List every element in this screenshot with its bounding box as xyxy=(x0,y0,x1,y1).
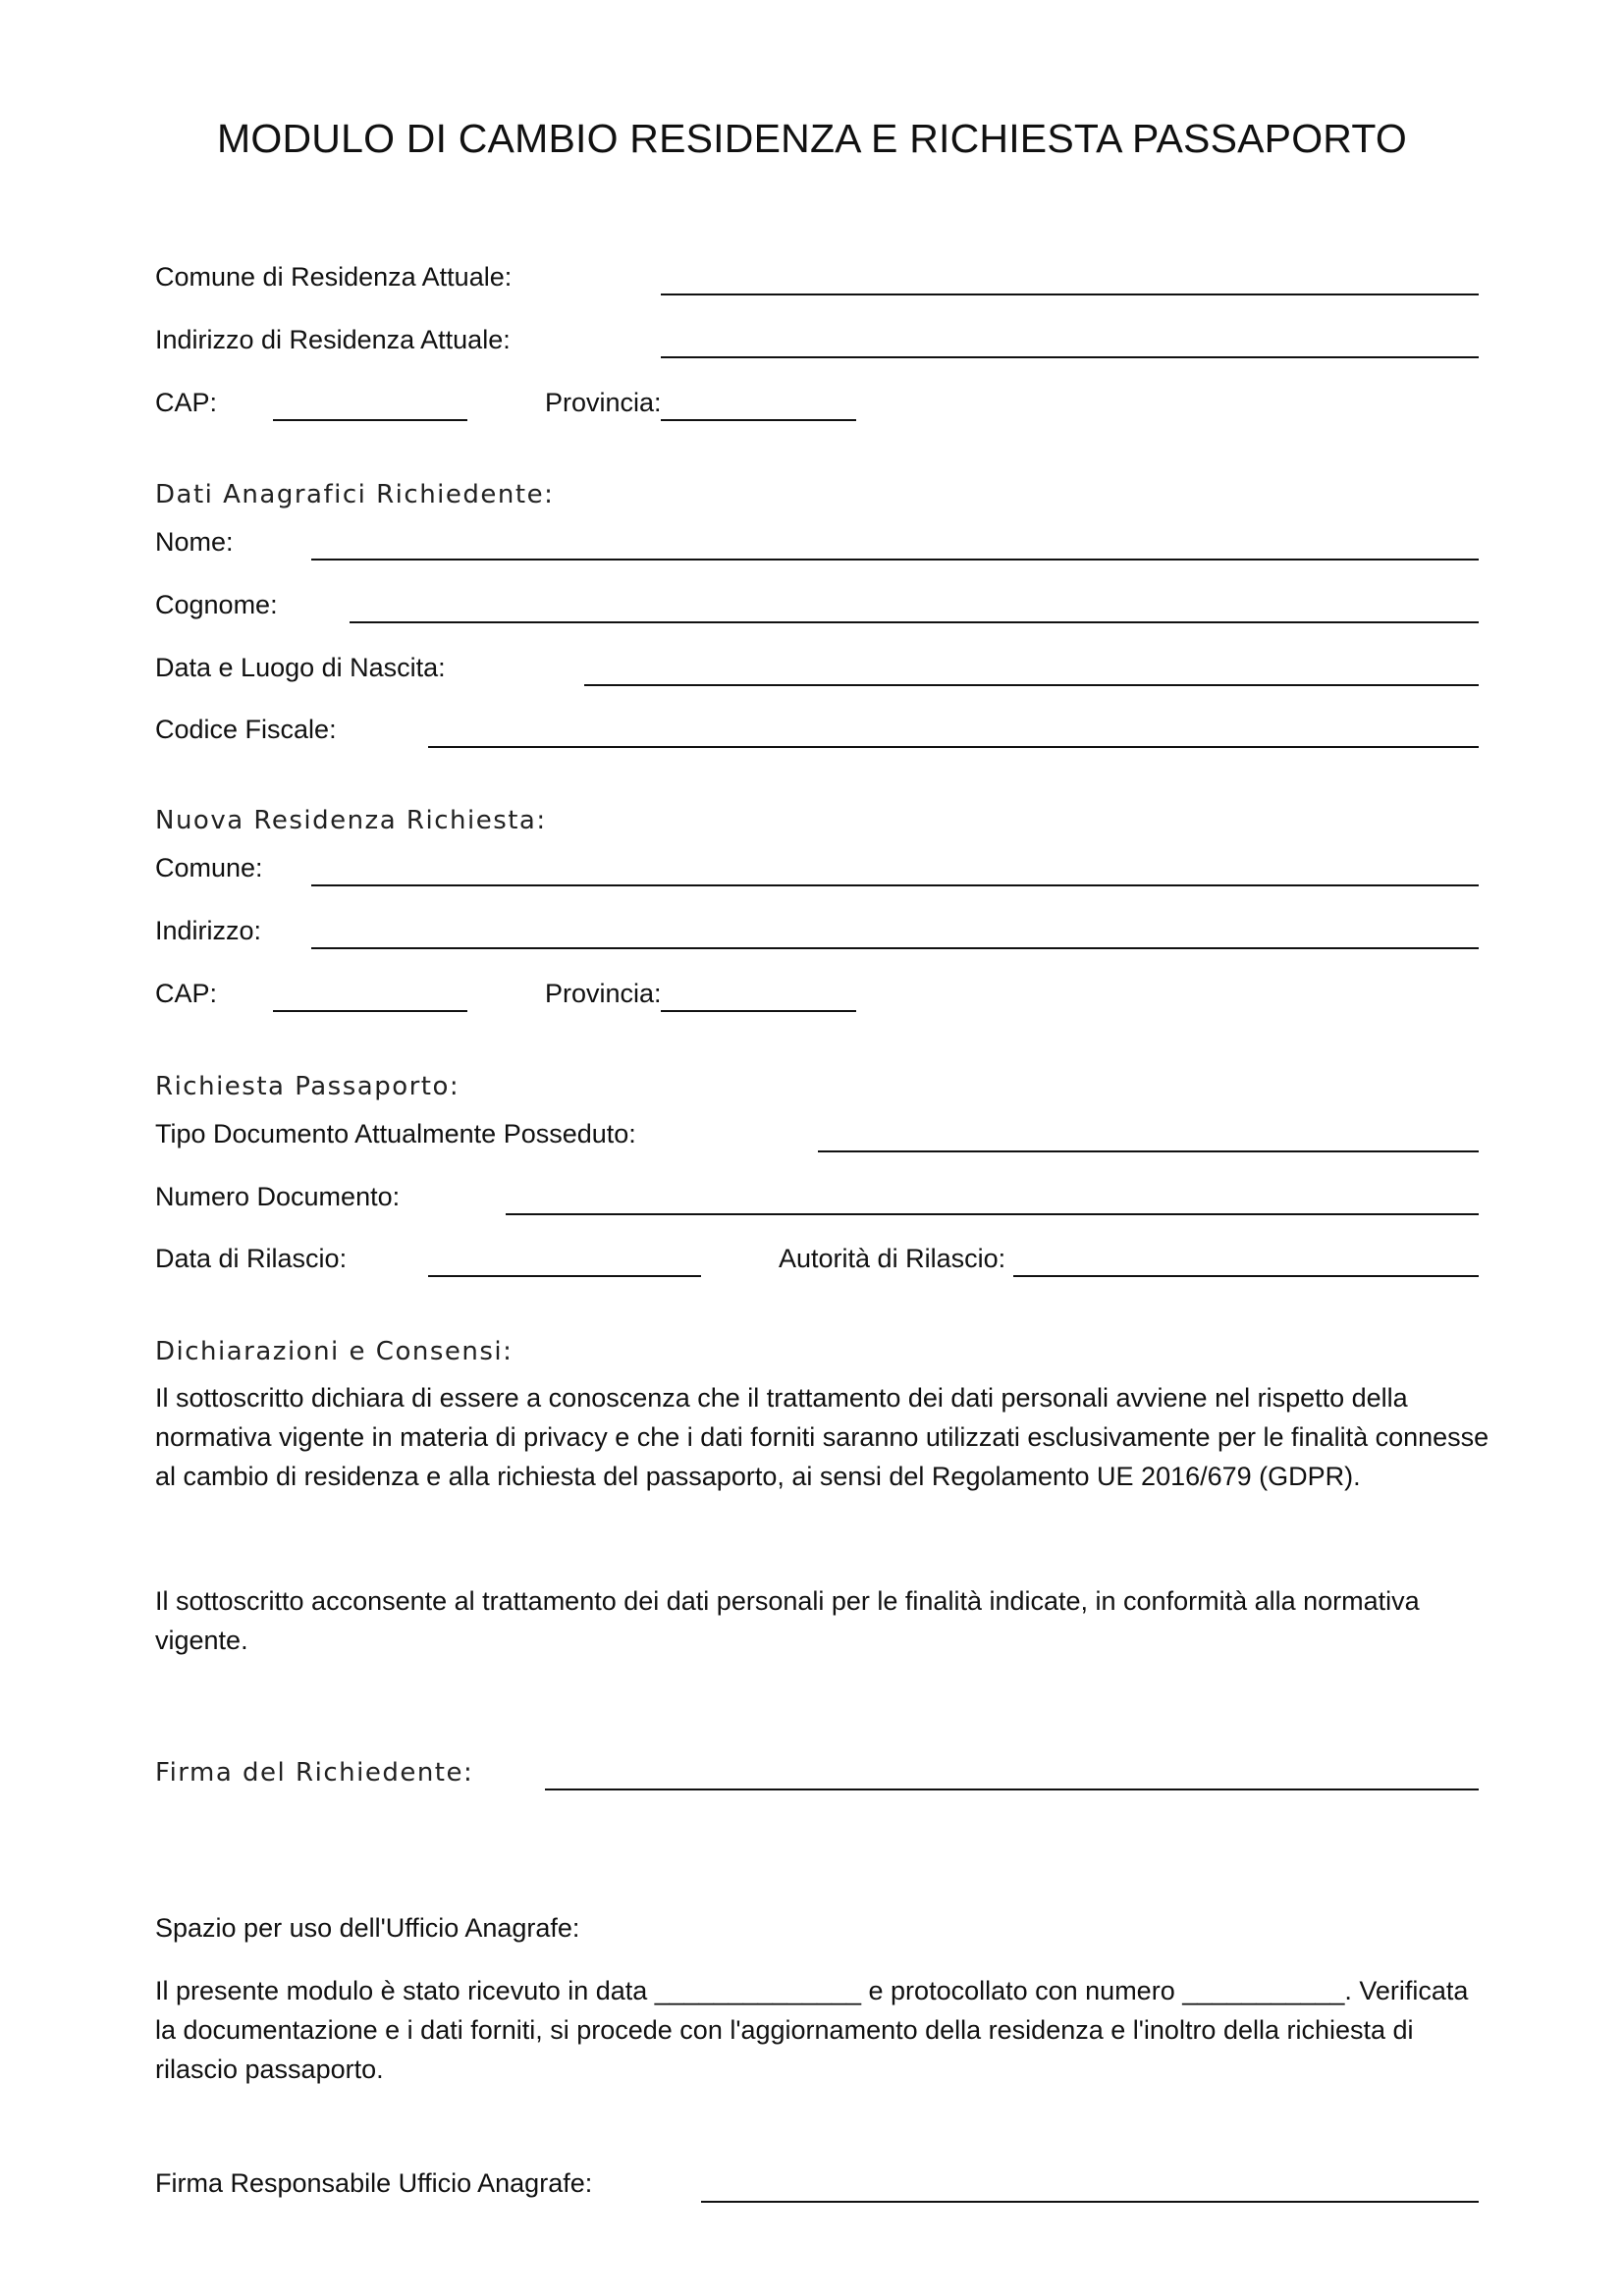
new-municipality-label: Comune: xyxy=(155,853,263,882)
new-address-label: Indirizzo: xyxy=(155,916,262,945)
applicant-signature-label: Firma del Richiedente: xyxy=(155,1758,474,1788)
form-title: MODULO DI CAMBIO RESIDENZA E RICHIESTA PASSAPORTO xyxy=(217,116,1407,161)
first-name-field[interactable] xyxy=(311,559,1479,561)
tax-code-label: Codice Fiscale: xyxy=(155,715,337,744)
birth-date-place-field[interactable] xyxy=(584,684,1479,686)
passport-request-heading: Richiesta Passaporto: xyxy=(155,1072,460,1101)
tax-code-field[interactable] xyxy=(428,746,1479,748)
current-municipality-field[interactable] xyxy=(661,294,1479,295)
current-address-field[interactable] xyxy=(661,356,1479,358)
office-use-heading: Spazio per uso dell'Ufficio Anagrafe: xyxy=(155,1913,580,1943)
first-name-label: Nome: xyxy=(155,527,234,557)
document-number-label: Numero Documento: xyxy=(155,1182,401,1211)
applicant-data-heading: Dati Anagrafici Richiedente: xyxy=(155,480,555,509)
new-province-field[interactable] xyxy=(661,1010,856,1012)
privacy-declaration-text: Il sottoscritto dichiara di essere a conoscenza che il trattamento dei dati personali avviene nel rispetto della normativa vigente in materia di privacy e che i dati forniti saranno utilizzati esclusivamente per le finalità connesse al cambio di residenza e alla richiesta del passaporto, ai sensi del Regolamento UE 2016/679 (GDPR). xyxy=(155,1383,1489,1491)
current-cap-label: CAP: xyxy=(155,388,218,417)
issuing-authority-field[interactable] xyxy=(1013,1275,1479,1277)
new-cap-label: CAP: xyxy=(155,979,218,1008)
office-signature-label: Firma Responsabile Ufficio Anagrafe: xyxy=(155,2168,593,2198)
current-cap-field[interactable] xyxy=(273,419,467,421)
declarations-heading: Dichiarazioni e Consensi: xyxy=(155,1337,514,1366)
document-number-field[interactable] xyxy=(506,1213,1479,1215)
current-address-label: Indirizzo di Residenza Attuale: xyxy=(155,325,511,354)
current-province-field[interactable] xyxy=(661,419,856,421)
applicant-signature-field[interactable] xyxy=(545,1789,1479,1790)
current-municipality-label: Comune di Residenza Attuale: xyxy=(155,262,513,292)
new-province-label: Provincia: xyxy=(545,979,662,1008)
issue-date-field[interactable] xyxy=(428,1275,701,1277)
document-type-field[interactable] xyxy=(818,1150,1479,1152)
last-name-label: Cognome: xyxy=(155,590,278,619)
new-municipality-field[interactable] xyxy=(311,884,1479,886)
document-type-label: Tipo Documento Attualmente Posseduto: xyxy=(155,1119,636,1148)
consent-text: Il sottoscritto acconsente al trattamento dei dati personali per le finalità indicate, in conformità alla normativa vigente. xyxy=(155,1586,1420,1655)
new-cap-field[interactable] xyxy=(273,1010,467,1012)
current-province-label: Provincia: xyxy=(545,388,662,417)
office-signature-field[interactable] xyxy=(701,2201,1479,2203)
office-receipt-text: Il presente modulo è stato ricevuto in data ______________ e protocollato con numero ___________. Verificata la documentazione e i dati forniti, si procede con l'aggiornamento della residenza e l'inoltro della richiesta di rilascio passaporto. xyxy=(155,1976,1469,2084)
last-name-field[interactable] xyxy=(350,621,1479,623)
new-residence-heading: Nuova Residenza Richiesta: xyxy=(155,806,547,835)
birth-date-place-label: Data e Luogo di Nascita: xyxy=(155,653,446,682)
issuing-authority-label: Autorità di Rilascio: xyxy=(779,1244,1006,1273)
new-address-field[interactable] xyxy=(311,947,1479,949)
issue-date-label: Data di Rilascio: xyxy=(155,1244,348,1273)
